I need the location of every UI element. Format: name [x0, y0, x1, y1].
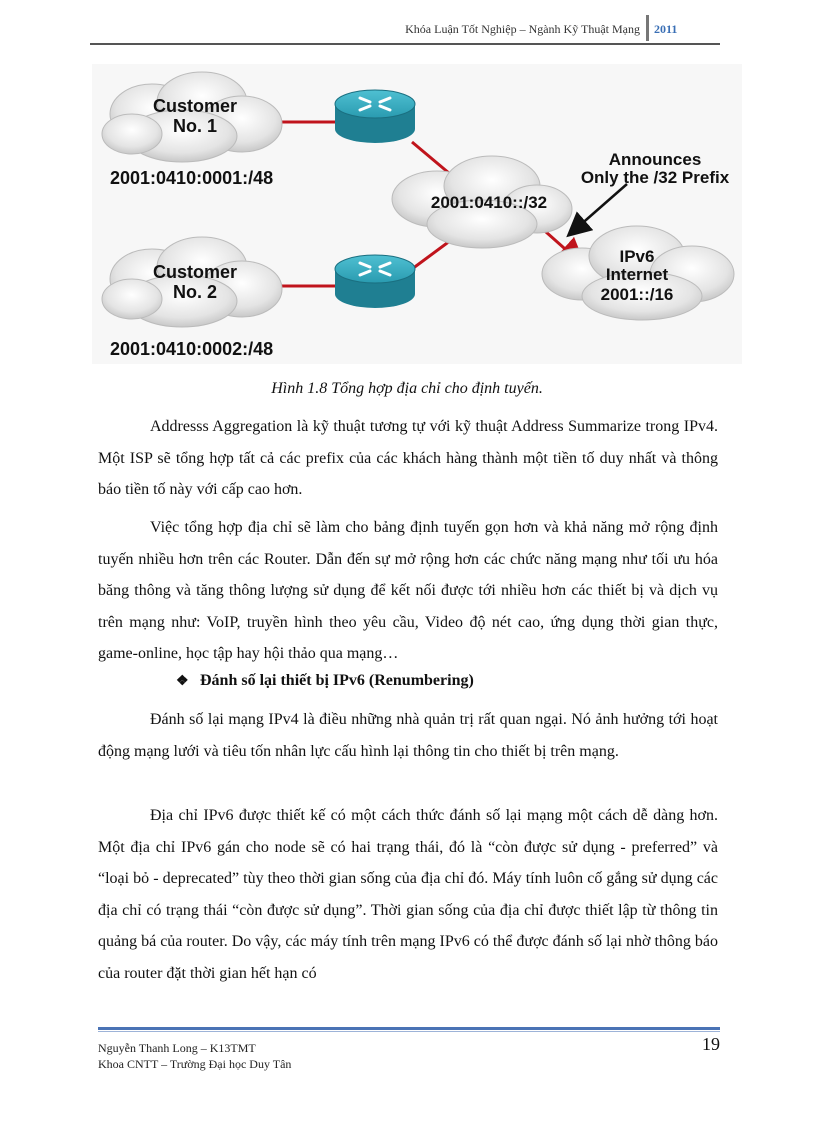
customer1-label-line1: Customer	[152, 96, 238, 116]
paragraph-aggregation: Addresss Aggregation là kỹ thuật tương tự với kỹ thuật Address Summarize trong IPv4. Một ISP sẽ tổng hợp tất cả các prefix của các khách hàng thành một tiền tố duy nhất và thông báo tiền tố này với cấp cao hơn.	[98, 418, 718, 498]
customer2-prefix: 2001:0410:0002:/48	[110, 339, 274, 359]
footer-rule-thin	[98, 1031, 720, 1032]
page-number: 19	[702, 1034, 720, 1054]
header-separator	[646, 15, 649, 41]
paragraph-ipv4-renumbering: Đánh số lại mạng IPv4 là điều những nhà quản trị rất quan ngại. Nó ảnh hưởng tới hoạt động mạng lưới và tiêu tốn nhân lực cấu hình lại thông tin cho thiết bị trên mạng.	[98, 711, 718, 760]
aggregation-diagram	[92, 64, 742, 364]
customer2-label-line2: No. 2	[172, 282, 218, 302]
diamond-bullet-icon: ❖	[176, 674, 189, 689]
router1-icon	[335, 90, 415, 143]
section-heading-renumbering	[176, 672, 474, 690]
internet-label-line2: Internet	[605, 265, 669, 284]
running-header-year: 2011	[654, 22, 678, 36]
announce-label-line2: Only the /32 Prefix	[580, 168, 730, 187]
internet-label-line1: IPv6	[619, 247, 655, 266]
announce-label-line1: Announces	[608, 150, 702, 169]
announce-arrow	[570, 184, 627, 234]
customer1-prefix: 2001:0410:0001:/48	[110, 168, 274, 188]
router2-icon	[335, 255, 415, 308]
customer1-label-line2: No. 1	[172, 116, 218, 136]
internet-label-line3: 2001::/16	[600, 285, 674, 304]
footer-author: Nguyễn Thanh Long – K13TMT	[98, 1041, 256, 1055]
footer-rule	[98, 1027, 720, 1030]
isp-prefix: 2001:0410::/32	[430, 193, 548, 212]
figure-caption: Hình 1.8 Tổng hợp địa chỉ cho định tuyến.	[271, 380, 543, 397]
paragraph-aggregation-benefits: Việc tổng hợp địa chỉ sẽ làm cho bảng định tuyến gọn hơn và khả năng mở rộng định tuyến nhiều hơn trên các Router. Dẫn đến sự mở rộng hơn các chức năng mạng như tối ưu hóa băng thông và tăng thông lượng sử dụng để kết nối được tới nhiều hơn các thiết bị và dịch vụ trên mạng như: VoIP, truyền hình theo yêu cầu, Video độ nét cao, ứng dụng thời gian thực, game-online, học tập hay hội thảo qua mạng…	[98, 519, 718, 662]
section-heading-text: Đánh số lại thiết bị IPv6 (Renumbering)	[200, 672, 474, 689]
running-header-title: Khóa Luận Tốt Nghiệp – Ngành Kỹ Thuật Mạng	[405, 22, 640, 36]
paragraph-ipv6-renumbering: Địa chỉ IPv6 được thiết kế có một cách thức đánh số lại mạng một cách dễ dàng hơn. Một địa chỉ IPv6 gán cho node sẽ có hai trạng thái, đó là “còn được sử dụng - preferred” và “loại bỏ - deprecated” tùy theo thời gian sống của địa chỉ đó. Máy tính luôn cố gắng sử dụng các địa chỉ có trạng thái “còn được sử dụng”. Thời gian sống của địa chỉ được thiết lập từ thông tin quảng bá của router. Do vậy, các máy tính trên mạng IPv6 có thể được đánh số lại nhờ thông báo của router đặt thời gian hết hạn có	[98, 807, 718, 982]
footer-department: Khoa CNTT – Trường Đại học Duy Tân	[98, 1057, 292, 1071]
customer2-label-line1: Customer	[152, 262, 238, 282]
header-rule	[90, 43, 720, 45]
